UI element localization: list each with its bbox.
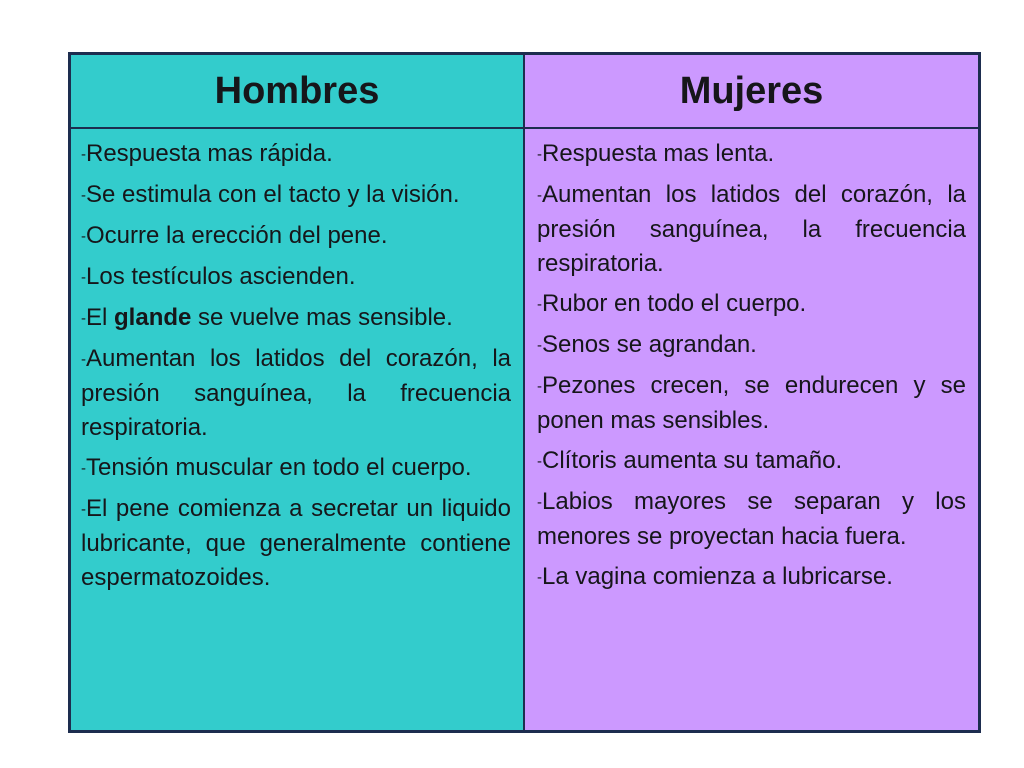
women-item: -Pezones crecen, se endurecen y se ponen mas sensibles. xyxy=(537,372,966,434)
women-item: -Aumentan los latidos del corazón, la presión sanguínea, la frecuencia respiratoria. xyxy=(537,181,966,277)
men-item: -El pene comienza a secretar un liquido lubricante, que generalmente contiene espermatozoides. xyxy=(81,495,511,591)
header-men xyxy=(71,55,525,129)
header-men-label: Hombres xyxy=(214,69,380,112)
men-item: -Ocurre la erección del pene. xyxy=(81,222,388,249)
women-item: -Respuesta mas lenta. xyxy=(537,140,775,167)
men-column xyxy=(71,129,525,730)
header-women xyxy=(525,55,978,129)
men-item: -El glande se vuelve mas sensible. xyxy=(81,304,453,331)
men-item: -Aumentan los latidos del corazón, la presión sanguínea, la frecuencia respiratoria. xyxy=(81,345,511,441)
women-item: -Rubor en todo el cuerpo. xyxy=(537,290,807,317)
header-women-label: Mujeres xyxy=(679,69,824,112)
comparison-table xyxy=(68,52,981,733)
men-item: -Los testículos ascienden. xyxy=(81,263,356,290)
men-item: -Se estimula con el tacto y la visión. xyxy=(81,181,460,208)
women-item: -La vagina comienza a lubricarse. xyxy=(537,563,893,590)
women-item: -Senos se agrandan. xyxy=(537,331,757,358)
men-item: -Tensión muscular en todo el cuerpo. xyxy=(81,454,472,481)
bold-term: glande xyxy=(114,304,192,331)
women-item: -Labios mayores se separan y los menores se proyectan hacia fuera. xyxy=(537,488,966,550)
men-item: -Respuesta mas rápida. xyxy=(81,140,333,167)
women-item: -Clítoris aumenta su tamaño. xyxy=(537,447,843,474)
women-column xyxy=(525,129,978,730)
